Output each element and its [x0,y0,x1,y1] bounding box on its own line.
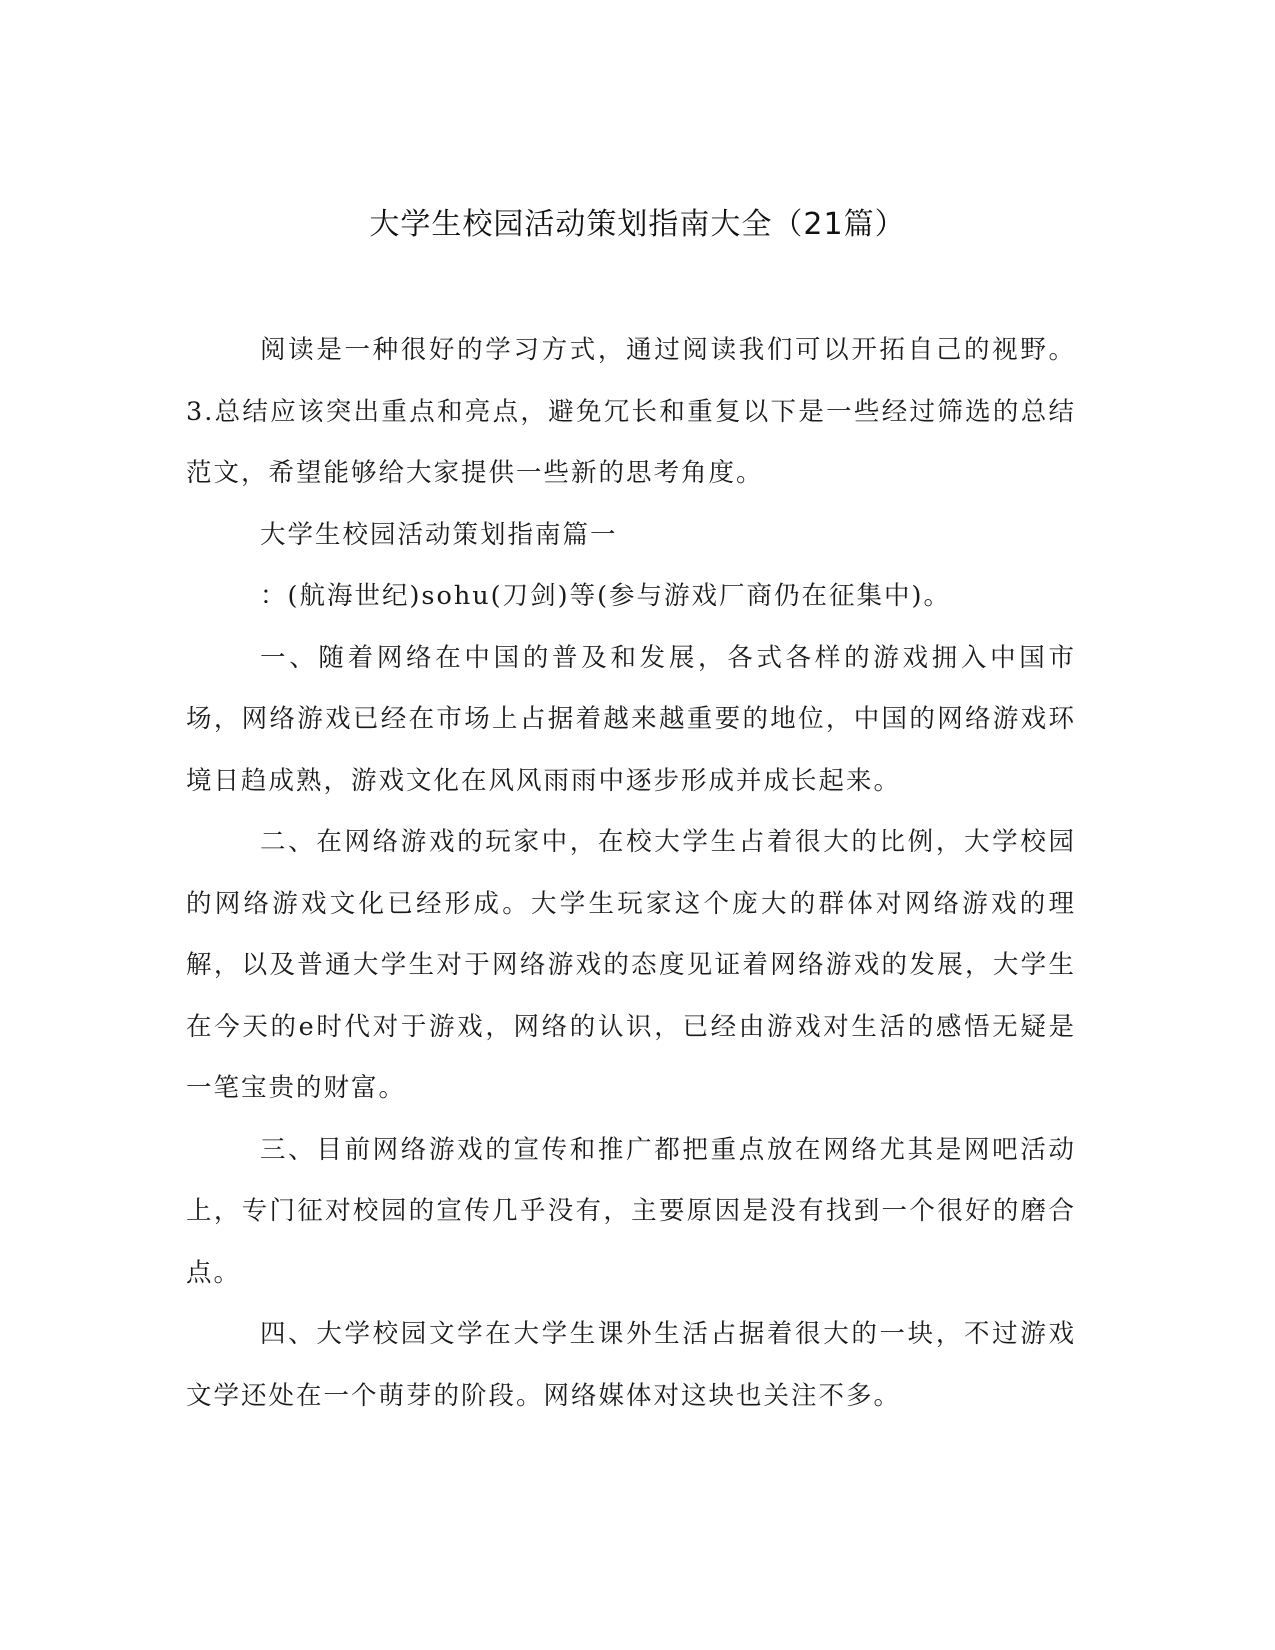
section-heading: 大学生校园活动策划指南篇一 [260,519,618,550]
participants-line: ：(航海世纪)sohu(刀剑)等(参与游戏厂商仍在征集中)。 [260,581,951,611]
intro-paragraph: 阅读是一种很好的学习方式，通过阅读我们可以开拓自己的视野。3.总结应该突出重点和亮点，避免冗长和重复以下是一些经过筛选的总结范文，希望能够给大家提供一些新的思考角度。 [186,335,1076,488]
point-two-paragraph: 二、在网络游戏的玩家中，在校大学生占着很大的比例，大学校园的网络游戏文化已经形成。大学生玩家这个庞大的群体对网络游戏的理解，以及普通大学生对于网络游戏的态度见证着网络游戏的发展，大学生在今天的e时代对于游戏，网络的认识，已经由游戏对生活的感悟无疑是一笔宝贵的财富。 [186,827,1076,1103]
page-title: 大学生校园活动策划指南大全（21篇） [369,207,906,242]
document-body [186,320,1076,1427]
point-four-paragraph: 四、大学校园文学在大学生课外生活占据着很大的一块，不过游戏文学还处在一个萌芽的阶段。网络媒体对这块也关注不多。 [186,1319,1076,1411]
point-one-paragraph: 一、随着网络在中国的普及和发展，各式各样的游戏拥入中国市场，网络游戏已经在市场上占据着越来越重要的地位，中国的网络游戏环境日趋成熟，游戏文化在风风雨雨中逐步形成并成长起来。 [186,642,1076,796]
point-three-paragraph: 三、目前网络游戏的宣传和推广都把重点放在网络尤其是网吧活动上，专门征对校园的宣传几乎没有，主要原因是没有找到一个很好的磨合点。 [186,1134,1076,1288]
